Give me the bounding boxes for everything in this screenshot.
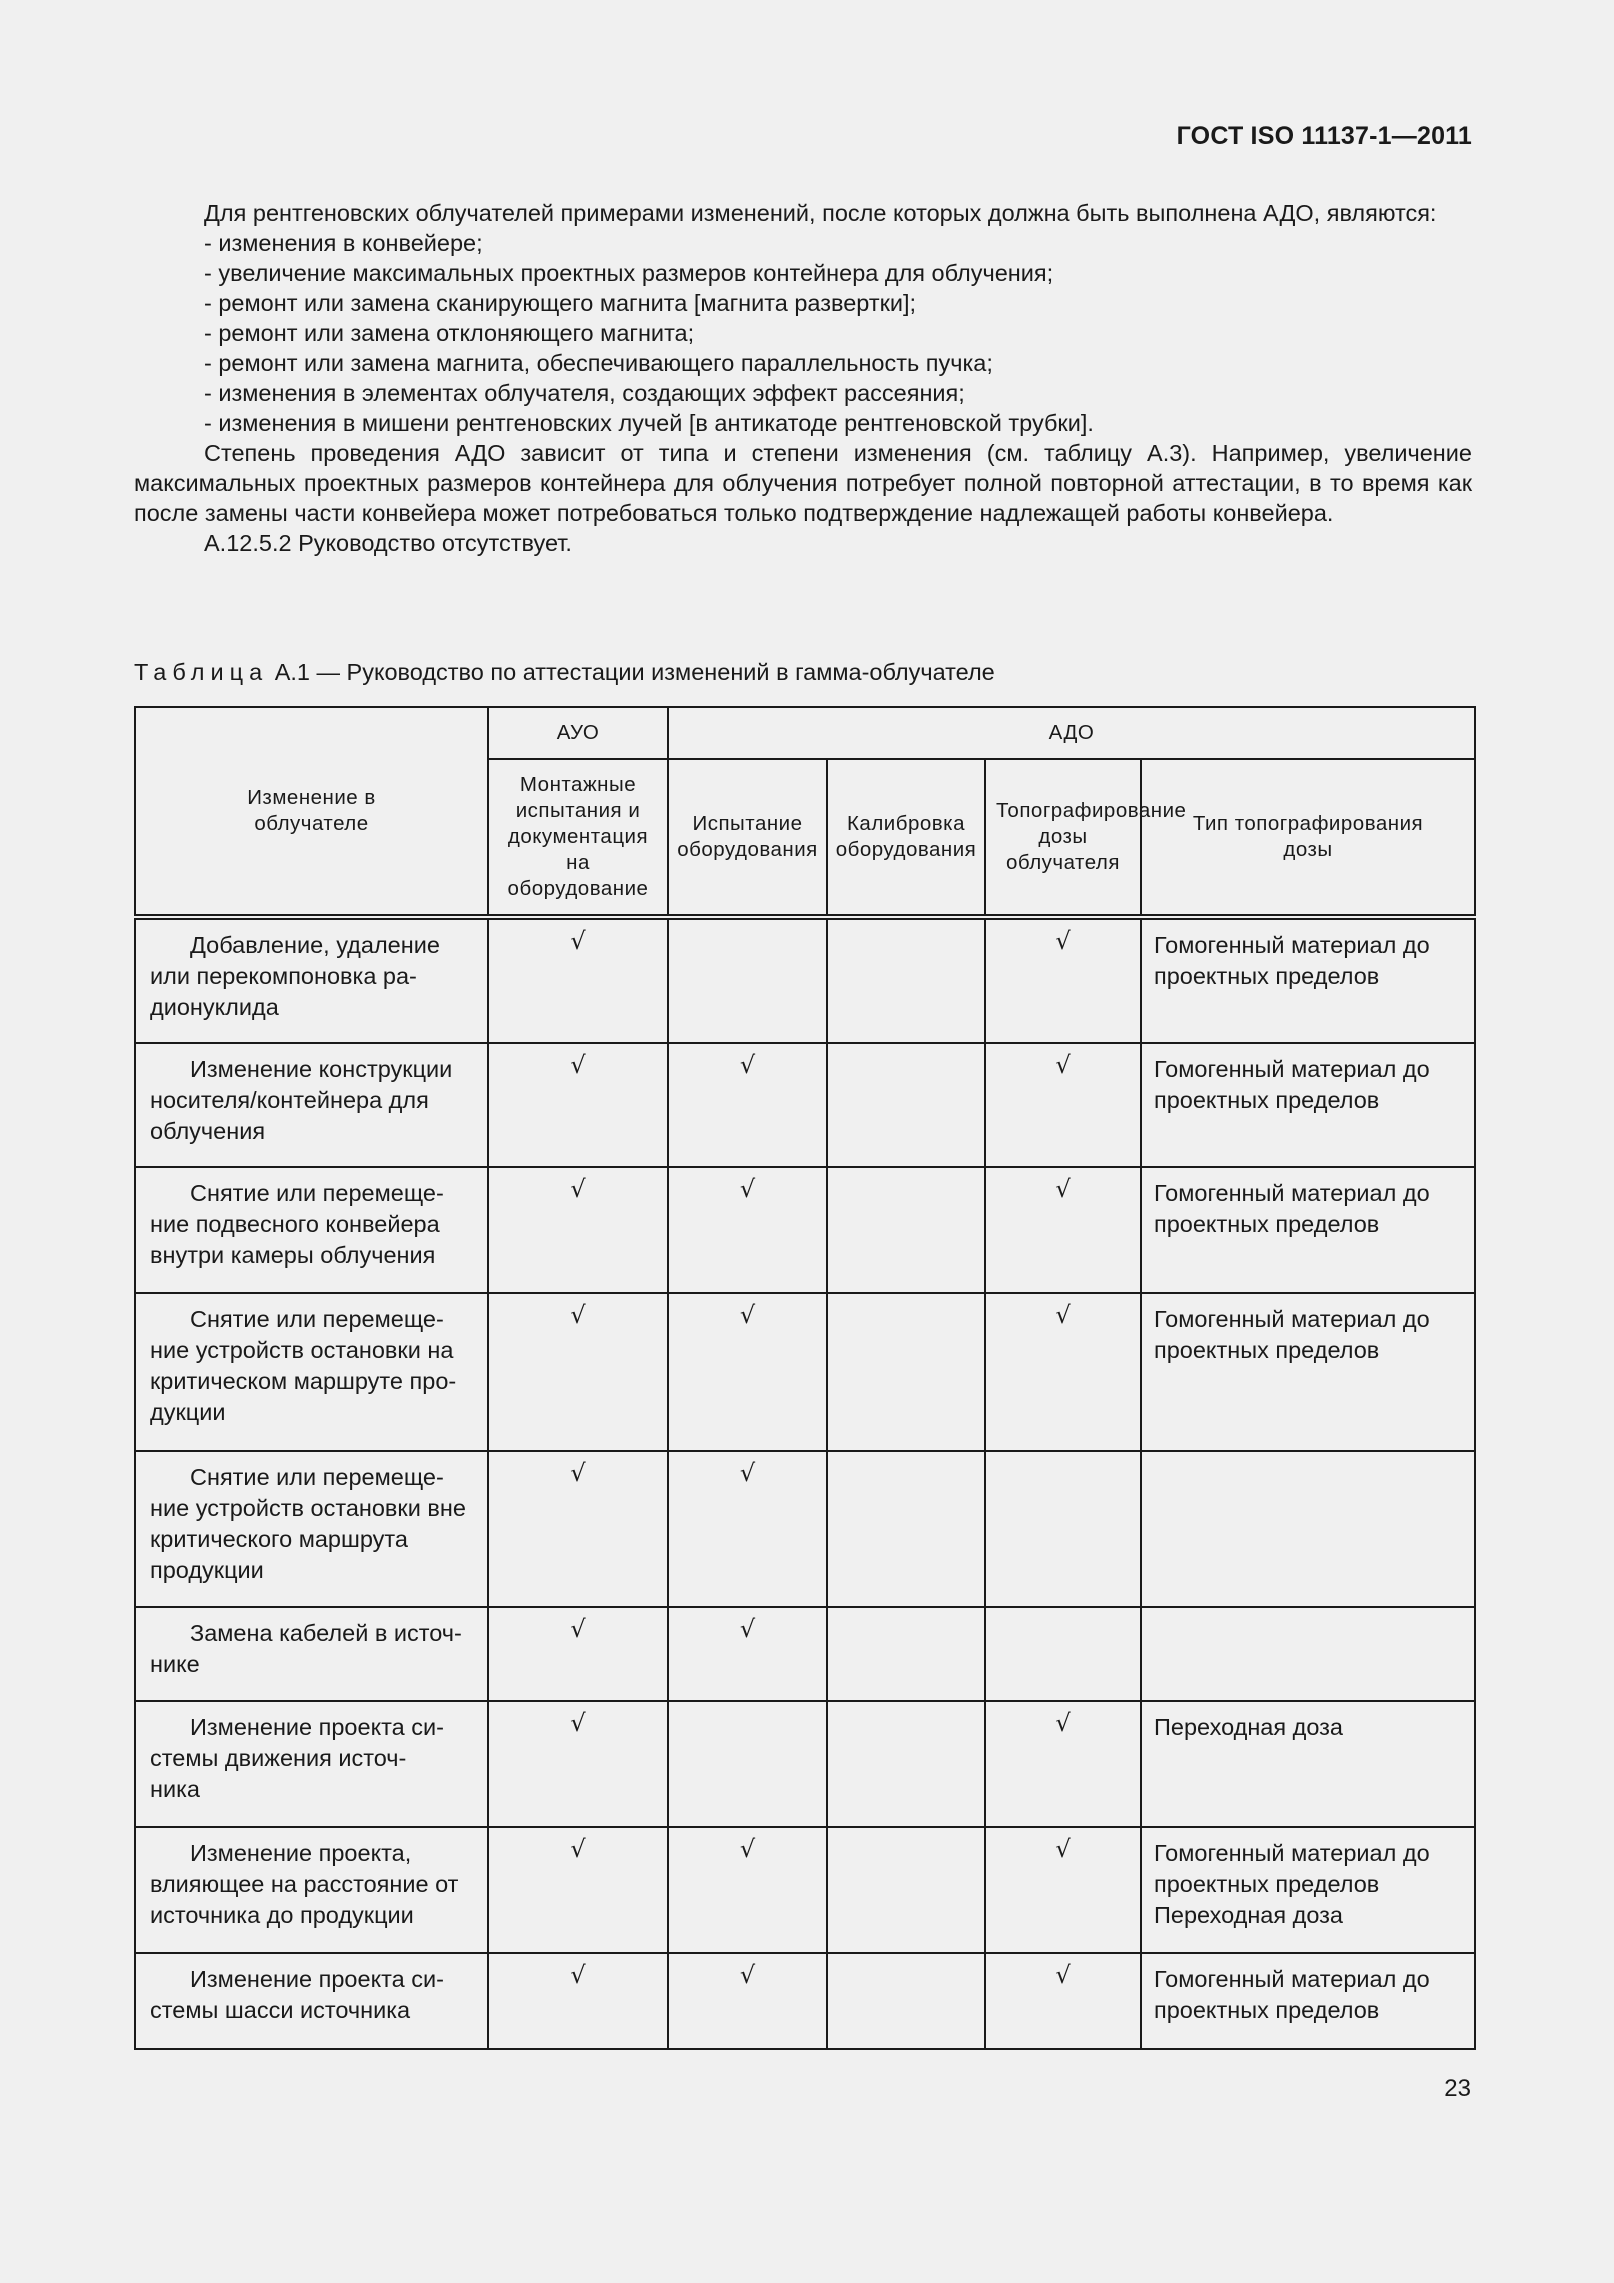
check-mark-icon: √	[739, 1301, 756, 1329]
cell-change	[135, 1827, 488, 1953]
check-mark-icon: √	[570, 1175, 586, 1203]
change-text-line: влияющее на расстояние от	[150, 1871, 459, 1897]
table-caption	[134, 659, 995, 686]
cell-calibration	[827, 1953, 985, 2049]
check-mark-icon: √	[570, 1835, 586, 1863]
cell-install	[488, 1293, 668, 1451]
check-mark-icon: √	[739, 1459, 756, 1487]
cell-install	[488, 1827, 668, 1953]
body-text	[134, 198, 1472, 558]
cell-dose-mapping	[985, 1607, 1141, 1701]
cell-equipment-test	[668, 1827, 827, 1953]
header-dose-mapping: Топографирование дозы облучателя	[985, 759, 1141, 917]
cell-install	[488, 1953, 668, 2049]
check-mark-icon: √	[739, 1051, 756, 1079]
cell-change	[135, 1701, 488, 1827]
cell-mapping-type: Гомогенный материал до проектных пределов Переходная доза	[1141, 1827, 1475, 1953]
cell-dose-mapping	[985, 1827, 1141, 1953]
cell-mapping-type: Гомогенный материал до проектных пределов	[1141, 917, 1475, 1043]
header-group-ado: АДО	[668, 707, 1475, 759]
change-text-line: ние устройств остановки вне	[150, 1495, 466, 1521]
cell-calibration	[827, 1451, 985, 1607]
cell-change	[135, 1167, 488, 1293]
qualification-table	[134, 706, 1476, 2050]
cell-install	[488, 1043, 668, 1167]
list-item-container-size: - увеличение максимальных проектных размеров контейнера для облучения;	[204, 260, 1054, 286]
change-text-line: носителя/контейнера для	[150, 1087, 429, 1113]
cell-dose-mapping	[985, 1701, 1141, 1827]
page-number: 23	[1444, 2075, 1471, 2102]
change-text-line: стемы шасси источника	[150, 1997, 411, 2023]
table-row	[135, 1953, 1475, 2049]
change-text-line: Снятие или перемеще-	[190, 1180, 444, 1206]
cell-dose-mapping	[985, 1953, 1141, 2049]
cell-calibration	[827, 1827, 985, 1953]
cell-install	[488, 1701, 668, 1827]
header-equipment-test: Испытание оборудования	[668, 759, 827, 917]
clause-paragraph: А.12.5.2 Руководство отсутствует.	[204, 530, 572, 556]
table-row	[135, 1451, 1475, 1607]
cell-equipment-test	[668, 1293, 827, 1451]
check-mark-icon: √	[570, 927, 586, 955]
cell-equipment-test	[668, 1953, 827, 2049]
change-text-line: ника	[150, 1776, 200, 1802]
header-installation-tests: Монтажные испытания и документация на оборудование	[488, 759, 668, 917]
check-mark-icon: √	[1055, 1175, 1071, 1203]
check-mark-icon: √	[570, 1051, 586, 1079]
list-item-conveyor: - изменения в конвейере;	[204, 230, 483, 256]
change-text-line: Изменение проекта си-	[190, 1714, 444, 1740]
cell-calibration	[827, 1043, 985, 1167]
cell-change	[135, 917, 488, 1043]
list-item-scanning-magnet: - ремонт или замена сканирующего магнита [магнита развертки];	[204, 290, 917, 316]
table-row	[135, 1167, 1475, 1293]
check-mark-icon: √	[570, 1301, 586, 1329]
change-text-line: Изменение проекта си-	[190, 1966, 444, 1992]
change-text-line: Изменение конструкции	[190, 1056, 453, 1082]
change-text-line: облучения	[150, 1118, 266, 1144]
change-text-line: внутри камеры облучения	[150, 1242, 436, 1268]
cell-dose-mapping	[985, 917, 1141, 1043]
table-row	[135, 1293, 1475, 1451]
change-text-line: ние подвесного конвейера	[150, 1211, 440, 1237]
cell-calibration	[827, 1167, 985, 1293]
change-text-line: Снятие или перемеще-	[190, 1464, 444, 1490]
document-standard-header: ГОСТ ISO 11137-1—2011	[1176, 122, 1472, 150]
table-caption-text: А.1 — Руководство по аттестации изменений в гамма-облучателе	[274, 659, 995, 685]
check-mark-icon: √	[1055, 1961, 1071, 1989]
cell-calibration	[827, 1701, 985, 1827]
check-mark-icon: √	[739, 1961, 756, 1989]
cell-change	[135, 1953, 488, 2049]
cell-calibration	[827, 917, 985, 1043]
check-mark-icon: √	[739, 1835, 756, 1863]
cell-dose-mapping	[985, 1167, 1141, 1293]
cell-mapping-type: Гомогенный материал до проектных пределов	[1141, 1167, 1475, 1293]
cell-dose-mapping	[985, 1451, 1141, 1607]
change-text-line: дионуклида	[150, 994, 279, 1020]
change-text-line: Замена кабелей в источ-	[190, 1620, 462, 1646]
change-text-line: дукции	[150, 1399, 226, 1425]
cell-equipment-test	[668, 1167, 827, 1293]
header-equipment-calibration: Калибровка оборудования	[827, 759, 985, 917]
cell-install	[488, 917, 668, 1043]
change-text-line: критического маршрута	[150, 1526, 408, 1552]
check-mark-icon: √	[1055, 1709, 1071, 1737]
check-mark-icon: √	[570, 1709, 586, 1737]
cell-equipment-test	[668, 917, 827, 1043]
table-row	[135, 1043, 1475, 1167]
cell-equipment-test	[668, 1607, 827, 1701]
cell-mapping-type: Гомогенный материал до проектных пределов	[1141, 1293, 1475, 1451]
cell-install	[488, 1167, 668, 1293]
cell-change	[135, 1451, 488, 1607]
cell-change	[135, 1293, 488, 1451]
check-mark-icon: √	[570, 1615, 586, 1643]
change-text-line: Добавление, удаление	[190, 932, 440, 958]
cell-install	[488, 1607, 668, 1701]
cell-mapping-type	[1141, 1607, 1475, 1701]
check-mark-icon: √	[739, 1615, 756, 1643]
cell-mapping-type: Гомогенный материал до проектных пределов	[1141, 1953, 1475, 2049]
check-mark-icon: √	[1055, 1051, 1071, 1079]
check-mark-icon: √	[739, 1175, 756, 1203]
cell-change	[135, 1043, 488, 1167]
list-item-scattering-elements: - изменения в элементах облучателя, создающих эффект рассеяния;	[204, 380, 965, 406]
cell-equipment-test	[668, 1451, 827, 1607]
intro-paragraph: Для рентгеновских облучателей примерами изменений, после которых должна быть выполнена АДО, являются:	[204, 200, 1437, 226]
check-mark-icon: √	[570, 1961, 586, 1989]
cell-change	[135, 1607, 488, 1701]
change-text-line: или перекомпоновка ра-	[150, 963, 417, 989]
table-caption-label: Таблица	[134, 659, 269, 685]
change-text-line: ние устройств остановки на	[150, 1337, 454, 1363]
check-mark-icon: √	[1055, 1835, 1071, 1863]
table-row	[135, 917, 1475, 1043]
list-item-parallel-magnet: - ремонт или замена магнита, обеспечивающего параллельность пучка;	[204, 350, 993, 376]
header-group-ayo: АУО	[488, 707, 668, 759]
header-change-in-irradiator: Изменение в облучателе	[135, 707, 488, 917]
cell-dose-mapping	[985, 1043, 1141, 1167]
cell-install	[488, 1451, 668, 1607]
cell-calibration	[827, 1607, 985, 1701]
check-mark-icon: √	[1055, 1301, 1071, 1329]
change-text-line: источника до продукции	[150, 1902, 414, 1928]
list-item-xray-target: - изменения в мишени рентгеновских лучей [в антикатоде рентгеновской трубки].	[204, 410, 1094, 436]
change-text-line: стемы движения источ-	[150, 1745, 407, 1771]
cell-equipment-test	[668, 1043, 827, 1167]
cell-equipment-test	[668, 1701, 827, 1827]
table-row	[135, 1701, 1475, 1827]
change-text-line: нике	[150, 1651, 200, 1677]
change-text-line: критическом маршруте про-	[150, 1368, 457, 1394]
extent-paragraph: Степень проведения АДО зависит от типа и степени изменения (см. таблицу А.3). Например, увеличение максимальных проектных размеров контейнера для облучения потребует полной повторной аттестации, в то время как после замены части конвейера может потребоваться только подтверждение надлежащей работы конвейера.	[134, 440, 1472, 526]
change-text-line: Изменение проекта,	[190, 1840, 412, 1866]
change-text-line: продукции	[150, 1557, 264, 1583]
list-item-deflecting-magnet: - ремонт или замена отклоняющего магнита;	[204, 320, 695, 346]
cell-mapping-type: Переходная доза	[1141, 1701, 1475, 1827]
table-row	[135, 1607, 1475, 1701]
cell-dose-mapping	[985, 1293, 1141, 1451]
check-mark-icon: √	[1055, 927, 1071, 955]
cell-mapping-type: Гомогенный материал до проектных пределов	[1141, 1043, 1475, 1167]
cell-mapping-type	[1141, 1451, 1475, 1607]
table-row	[135, 1827, 1475, 1953]
header-dose-mapping-type: Тип топографирования дозы	[1141, 759, 1475, 917]
check-mark-icon: √	[570, 1459, 586, 1487]
change-text-line: Снятие или перемеще-	[190, 1306, 444, 1332]
cell-calibration	[827, 1293, 985, 1451]
